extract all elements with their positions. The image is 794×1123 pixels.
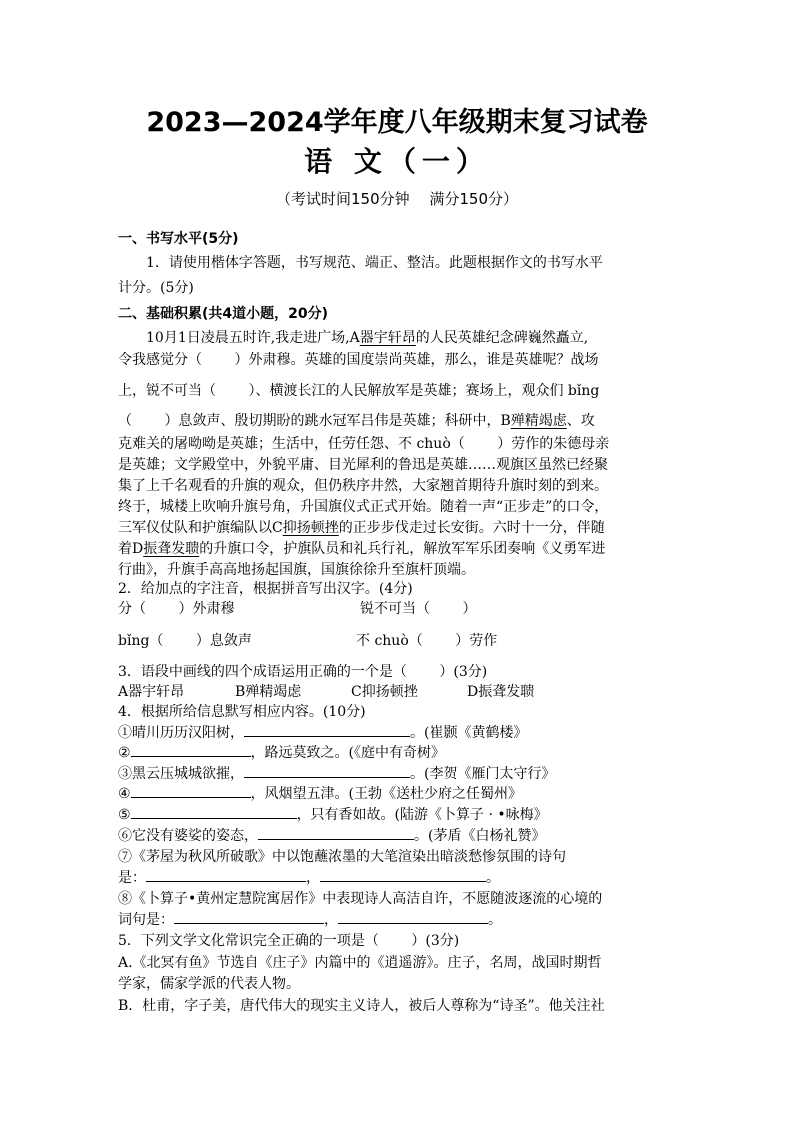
passage-line-11: 行曲》，升旗手高高地扬起国旗，国旗徐徐升至旗杆顶端。 (118, 562, 475, 578)
passage-line-9 (118, 517, 605, 537)
recite-source: ，风烟望五津。(王勃《送杜少府之任蜀州》 (250, 786, 523, 802)
q2-item-d: 不 chuò（ ）劳作 (356, 633, 498, 649)
q3-option-a: A器宇轩昂 (118, 684, 185, 700)
answer-blank[interactable] (244, 764, 410, 778)
recite-prompt: ② (118, 745, 131, 761)
q5-stem: 5．下列文学文化常识完全正确的一项是（ ）(3分) (118, 933, 460, 949)
section-2-heading: 二、基础积累(共4道小题，20分) (118, 306, 329, 322)
separator: ， (324, 912, 338, 928)
passage-text: 的正步步伐走过长安街。六时十一分，伴随 (338, 520, 605, 536)
answer-blank[interactable] (258, 826, 414, 840)
end-mark: 。 (488, 912, 502, 928)
q4-line-6 (118, 825, 545, 845)
recite-prompt: ④ (118, 786, 131, 802)
recite-source: 。(李贺《雁门太守行》 (410, 766, 556, 782)
q4-stem: 4．根据所给信息默写相应内容。(10分) (118, 704, 366, 720)
passage-line-6: 是英雄；文学殿堂中，外貌平庸、目光犀利的鲁迅是英雄……观旗区虽然已经聚 (118, 457, 608, 473)
end-mark: 。 (486, 870, 500, 886)
q3-option-c: C抑扬顿挫 (351, 684, 418, 700)
section-1-heading: 一、书写水平(5分) (118, 231, 239, 247)
recite-prompt: ⑤ (118, 807, 131, 823)
passage-line-1 (146, 327, 588, 347)
q4-line-7b (118, 867, 500, 887)
q4-line-5 (118, 804, 548, 824)
q4-line-4 (118, 783, 522, 803)
q3-option-d: D振聋发聩 (467, 684, 535, 700)
passage-line-8: 终于，城楼上吹响升旗号角，升国旗仪式正式开始。随着一声“正步走”的口令， (118, 499, 609, 515)
recite-source: 。(茅盾《白杨礼赞》 (414, 828, 546, 844)
recite-prompt: 是： (118, 870, 146, 886)
q5-option-b-line-1: B．杜甫，字子美，唐代伟大的现实主义诗人，被后人尊称为“诗圣”。他关注社 (118, 998, 605, 1014)
passage-text: 着D (118, 541, 144, 557)
q2-item-b: 锐不可当（ ） (360, 601, 477, 617)
recite-source: ，只有香如故。(陆游《卜算子 · •咏梅》 (296, 807, 548, 823)
passage-line-5: 克难关的屠呦呦是英雄；生活中，任劳任怨、不 chuò（ ）劳作的朱德母亲 (118, 436, 610, 452)
q1-line-2: 计分。(5分) (118, 280, 194, 296)
subject-title: 语 文（一） (304, 145, 490, 178)
q4-line-8b (118, 909, 502, 929)
q4-line-2 (118, 742, 445, 762)
q2-item-c: bǐng（ ）息敛声 (118, 633, 252, 649)
passage-line-10 (118, 538, 605, 558)
passage-text: 三军仪仗队和护旗编队以C (118, 520, 283, 536)
answer-blank[interactable] (174, 910, 324, 924)
q4-line-3 (118, 763, 555, 783)
answer-blank[interactable] (131, 743, 251, 757)
underlined-idiom-b: 殚精竭虑 (510, 413, 567, 429)
answer-blank[interactable] (146, 868, 306, 882)
recite-prompt: 词句是： (118, 912, 174, 928)
q3-stem: 3．语段中画线的四个成语运用正确的一个是（ ）(3分) (118, 664, 488, 680)
exam-title: 2023—2024学年度八年级期末复习试卷 (146, 107, 648, 138)
answer-blank[interactable] (244, 723, 410, 737)
q2-item-a: 分（ ）外肃穆 (118, 601, 235, 617)
passage-text: 的升旗口令，护旗队员和礼兵行礼，解放军军乐团奏响《义勇军进 (199, 541, 606, 557)
passage-text: 10月1日凌晨五时许,我走进广场,A (146, 330, 360, 346)
q4-line-7a: ⑦《茅屋为秋风所破歌》中以饱蘸浓墨的大笔渲染出暗淡愁惨氛围的诗句 (118, 849, 566, 865)
q5-option-a-line-2: 学家，儒家学派的代表人物。 (118, 976, 300, 992)
q1-line-1: 1．请使用楷体字答题，书写规范、端正、整洁。此题根据作文的书写水平 (146, 255, 603, 271)
answer-blank[interactable] (131, 805, 297, 819)
passage-line-2: 令我感觉分（ ）外肃穆。英雄的国度崇尚英雄，那么，谁是英雄呢？战场 (118, 352, 599, 368)
recite-source: ，路远莫致之。(《庭中有奇树》 (250, 745, 446, 761)
underlined-idiom-d: 振聋发聩 (143, 541, 200, 557)
passage-text: （ ）息敛声、殷切期盼的跳水冠军吕伟是英雄；科研中，B (118, 413, 511, 429)
answer-blank[interactable] (338, 910, 488, 924)
q4-line-8a: ⑧《卜算子•黄州定慧院寓居作》中表现诗人高洁自许，不愿随波逐流的心境的 (118, 891, 603, 907)
answer-blank[interactable] (320, 868, 486, 882)
q4-line-1 (118, 722, 527, 742)
q3-option-b: B殚精竭虑 (235, 684, 302, 700)
underlined-idiom-a: 器宇轩昂 (359, 330, 416, 346)
q2-stem: 2．给加点的字注音，根据拼音写出汉字。(4分) (118, 581, 413, 597)
underlined-idiom-c: 抑扬顿挫 (282, 520, 339, 536)
exam-info: （考试时间150分钟 满分150分） (275, 190, 519, 208)
passage-text: 的人民英雄纪念碑巍然矗立, (415, 330, 589, 346)
answer-blank[interactable] (131, 784, 251, 798)
recite-prompt: ⑥它没有婆娑的姿态， (118, 828, 258, 844)
passage-line-4 (118, 410, 595, 430)
passage-line-3: 上，锐不可当（ ）、横渡长江的人民解放军是英雄；赛场上，观众们 bǐng (118, 383, 600, 399)
separator: ， (306, 870, 320, 886)
passage-line-7: 集了上千名观看的升旗的观众，但仍秩序井然，大家翘首期待升旗时刻的到来。 (118, 478, 608, 494)
recite-prompt: ①晴川历历汉阳树， (118, 725, 244, 741)
recite-source: 。(崔颢《黄鹤楼》 (410, 725, 528, 741)
recite-prompt: ③黑云压城城欲摧， (118, 766, 244, 782)
passage-text: 、攻 (566, 413, 595, 429)
q5-option-a-line-1: A.《北冥有鱼》节选自《庄子》内篇中的《逍遥游》。庄子，名周，战国时期哲 (118, 955, 602, 971)
